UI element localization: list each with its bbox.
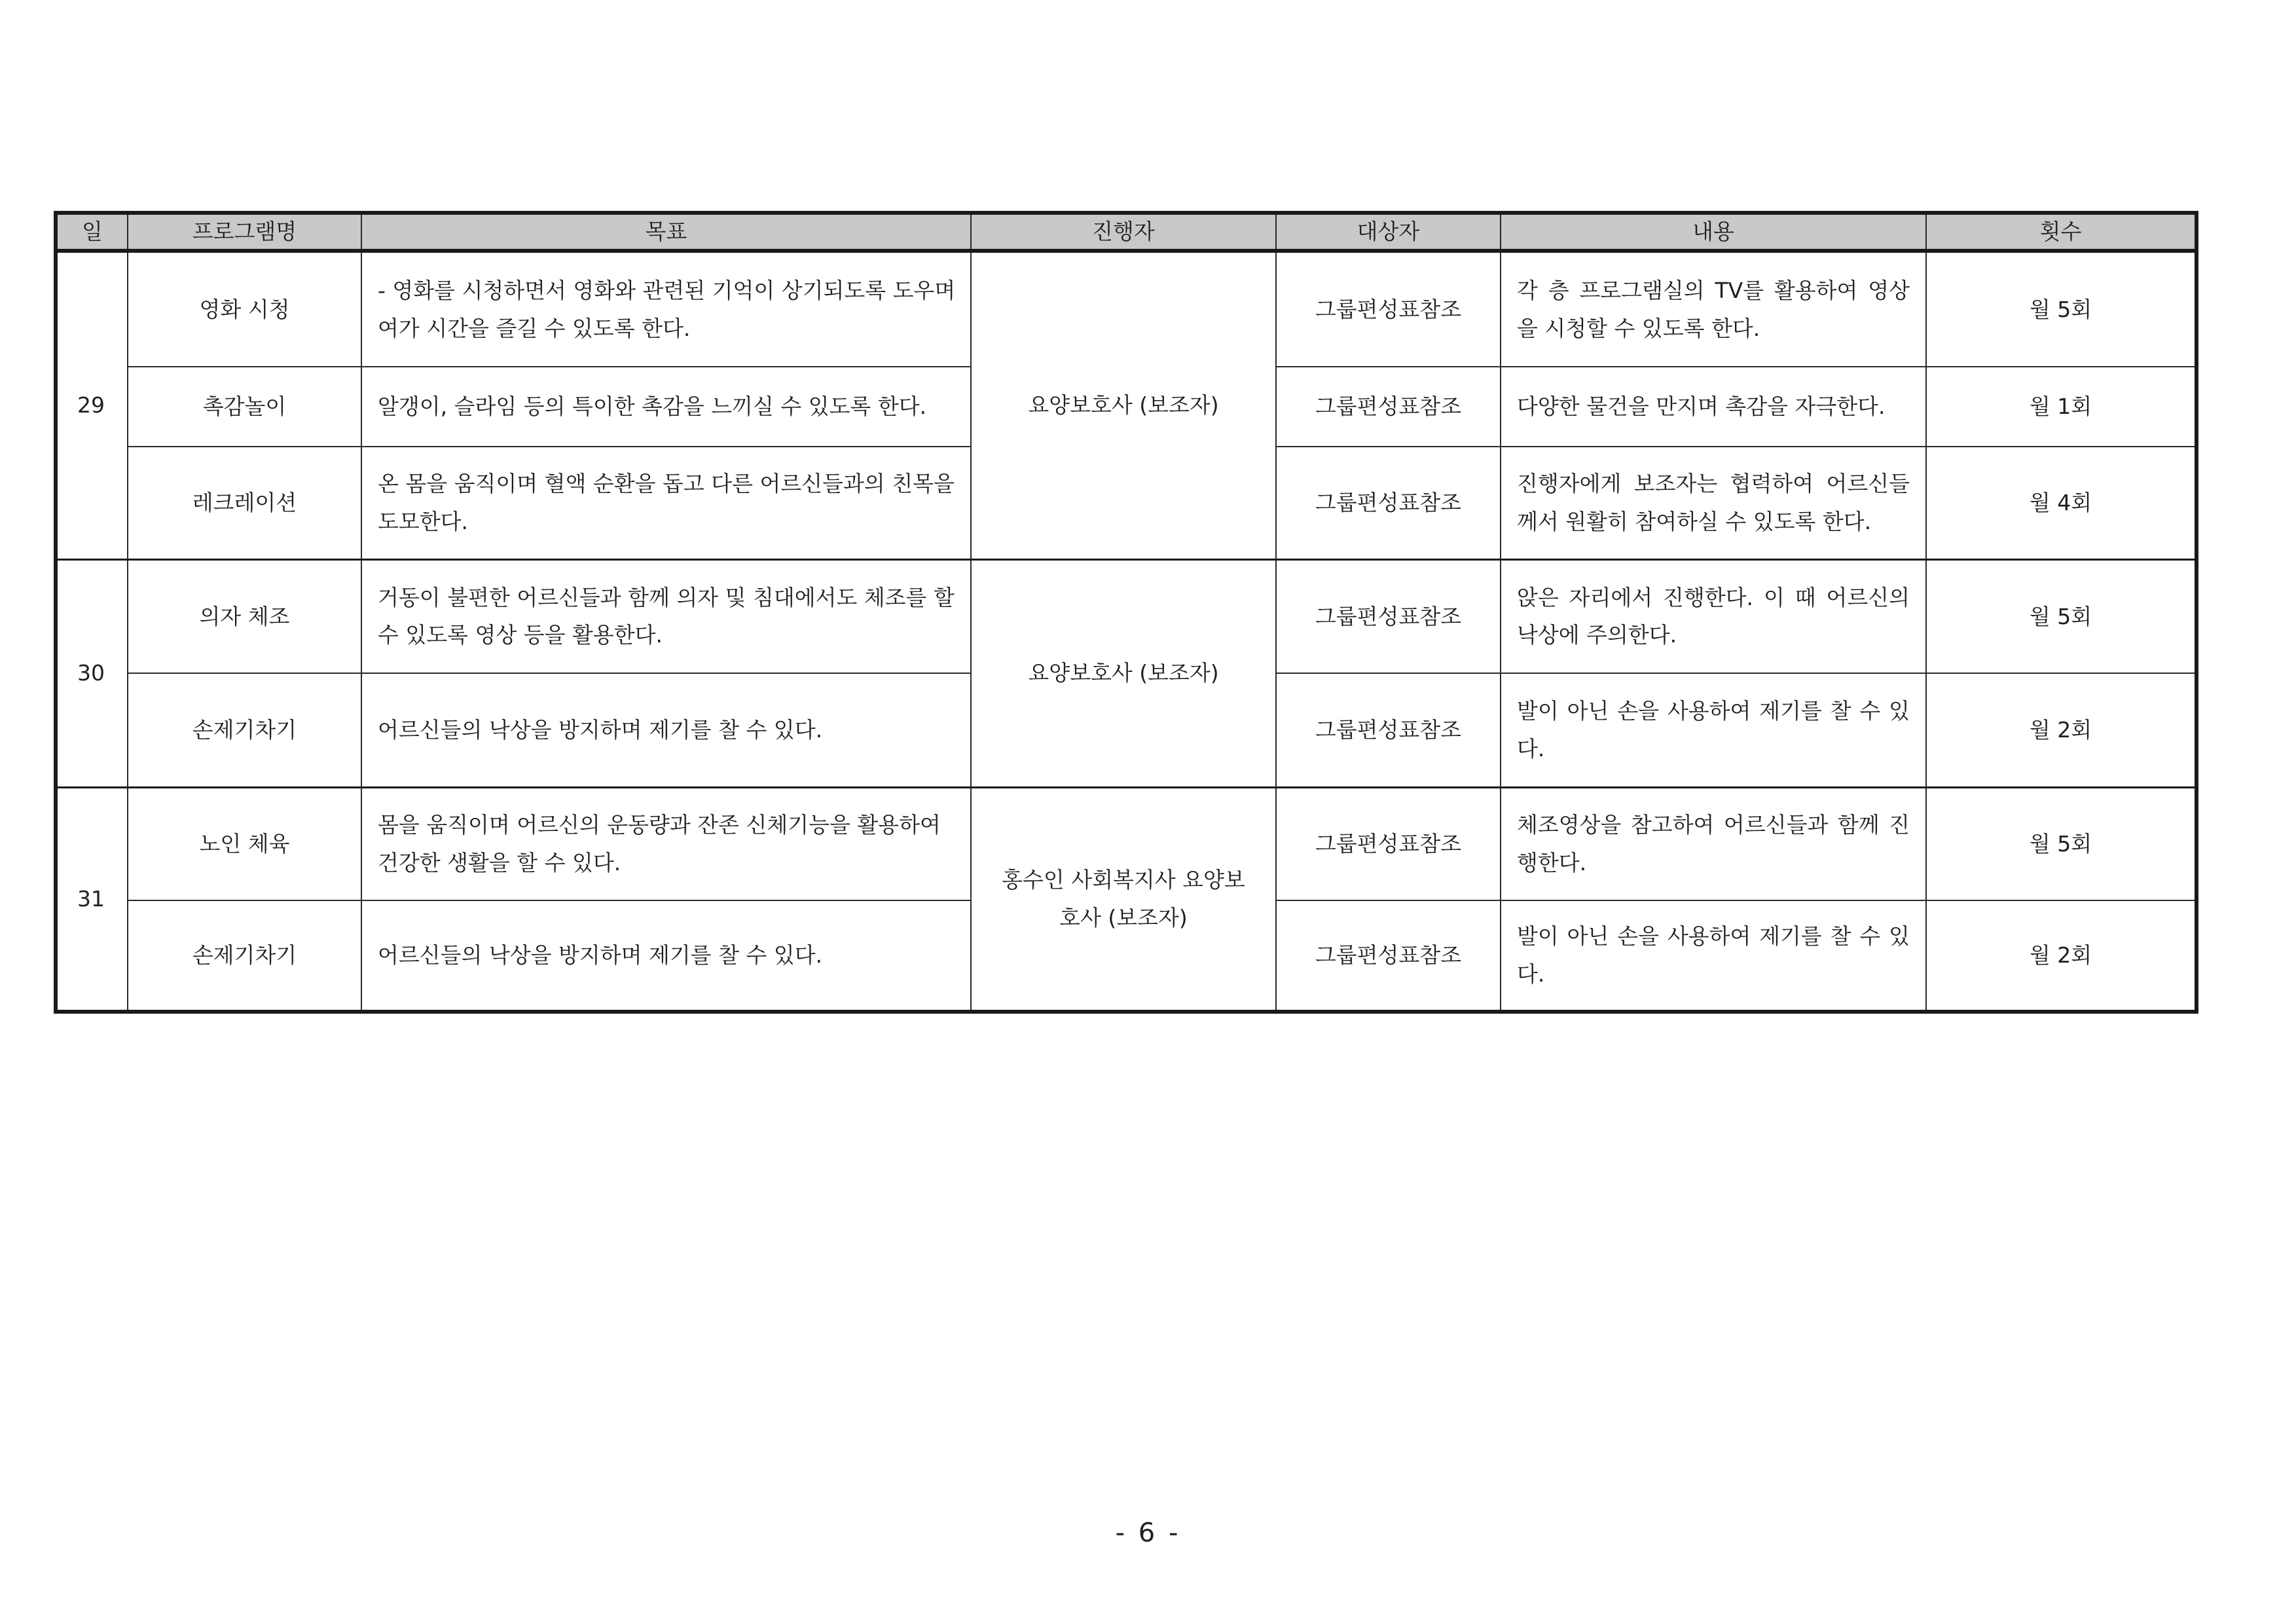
target-cell: 그룹편성표참조: [1276, 559, 1501, 673]
content-text: 다양한 물건을 만지며 촉감을 자극한다.: [1501, 367, 1926, 447]
count-cell: 월 5회: [1926, 788, 2196, 900]
content-text: 발이 아닌 손을 사용하여 제기를 찰 수 있다.: [1501, 900, 1926, 1012]
header-facilitator: 진행자: [971, 213, 1276, 251]
program-name: 손제기차기: [128, 673, 361, 787]
count-cell: 월 5회: [1926, 251, 2196, 367]
content-text: 진행자에게 보조자는 협력하여 어르신들께서 원활히 참여하실 수 있도록 한다.: [1501, 447, 1926, 559]
facilitator-cell: 요양보호사 (보조자): [971, 559, 1276, 787]
day-cell: 30: [56, 559, 128, 787]
facilitator-cell: 요양보호사 (보조자): [971, 251, 1276, 559]
header-goal: 목표: [361, 213, 971, 251]
count-cell: 월 2회: [1926, 900, 2196, 1012]
header-content: 내용: [1501, 213, 1926, 251]
count-cell: 월 5회: [1926, 559, 2196, 673]
program-name: 영화 시청: [128, 251, 361, 367]
page-number: - 6 -: [1115, 1518, 1181, 1548]
target-cell: 그룹편성표참조: [1276, 788, 1501, 900]
program-name: 노인 체육: [128, 788, 361, 900]
content-text: 각 층 프로그램실의 TV를 활용하여 영상을 시청할 수 있도록 한다.: [1501, 251, 1926, 367]
content-text: 체조영상을 참고하여 어르신들과 함께 진행한다.: [1501, 788, 1926, 900]
goal-text: 온 몸을 움직이며 혈액 순환을 돕고 다른 어르신들과의 친목을 도모한다.: [361, 447, 971, 559]
table-row: [56, 251, 2196, 367]
program-schedule-table: [54, 211, 2198, 1014]
program-name: 레크레이션: [128, 447, 361, 559]
goal-text: 알갱이, 슬라임 등의 특이한 촉감을 느끼실 수 있도록 한다.: [361, 367, 971, 447]
target-cell: 그룹편성표참조: [1276, 447, 1501, 559]
header-day: 일: [56, 213, 128, 251]
goal-text: 어르신들의 낙상을 방지하며 제기를 찰 수 있다.: [361, 900, 971, 1012]
content-text: 앉은 자리에서 진행한다. 이 때 어르신의 낙상에 주의한다.: [1501, 559, 1926, 673]
table-row: [56, 788, 2196, 900]
count-cell: 월 2회: [1926, 673, 2196, 787]
header-row: [56, 213, 2196, 251]
content-text: 발이 아닌 손을 사용하여 제기를 찰 수 있다.: [1501, 673, 1926, 787]
program-name: 의자 체조: [128, 559, 361, 673]
target-cell: 그룹편성표참조: [1276, 900, 1501, 1012]
program-name: 촉감놀이: [128, 367, 361, 447]
day-cell: 31: [56, 788, 128, 1012]
header-target: 대상자: [1276, 213, 1501, 251]
facilitator-cell: 홍수인 사회복지사 요양보호사 (보조자): [971, 788, 1276, 1012]
target-cell: 그룹편성표참조: [1276, 367, 1501, 447]
day-cell: 29: [56, 251, 128, 559]
count-cell: 월 4회: [1926, 447, 2196, 559]
goal-text: 몸을 움직이며 어르신의 운동량과 잔존 신체기능을 활용하여 건강한 생활을 할 수 있다.: [361, 788, 971, 900]
count-cell: 월 1회: [1926, 367, 2196, 447]
header-program: 프로그램명: [128, 213, 361, 251]
header-count: 횟수: [1926, 213, 2196, 251]
goal-text: 어르신들의 낙상을 방지하며 제기를 찰 수 있다.: [361, 673, 971, 787]
target-cell: 그룹편성표참조: [1276, 673, 1501, 787]
table-row: [56, 559, 2196, 673]
program-name: 손제기차기: [128, 900, 361, 1012]
target-cell: 그룹편성표참조: [1276, 251, 1501, 367]
goal-text: 거동이 불편한 어르신들과 함께 의자 및 침대에서도 체조를 할 수 있도록 영상 등을 활용한다.: [361, 559, 971, 673]
goal-text: - 영화를 시청하면서 영화와 관련된 기억이 상기되도록 도우며 여가 시간을 즐길 수 있도록 한다.: [361, 251, 971, 367]
